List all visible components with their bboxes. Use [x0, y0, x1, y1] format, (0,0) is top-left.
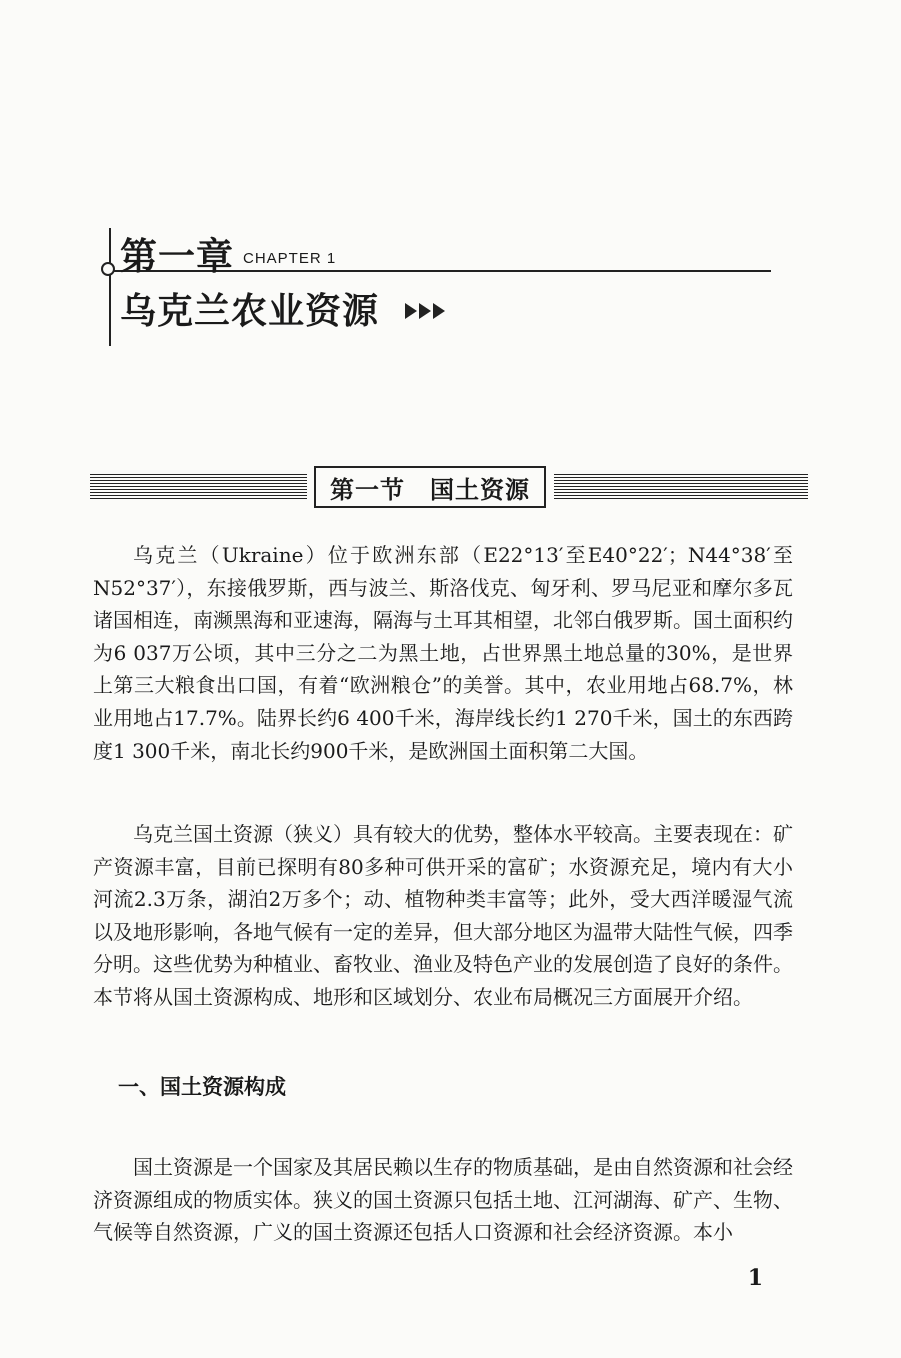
body-paragraph: 乌克兰国土资源（狭义）具有较大的优势，整体水平较高。主要表现在：矿产资源丰富，目前已探明有80多种可供开采的富矿；水资源充足，境内有大小河流2.3万条，湖泊2万多个；动、植物种类丰富等；此外，受大西洋暖湿气流以及地形影响，各地气候有一定的差异，但大部分地区为温带大陆性气候，四季分明。这些优势为种植业、畜牧业、渔业及特色产业的发展创造了良好的条件。本节将从国土资源构成、地形和区域划分、农业布局概况三方面展开介绍。: [93, 822, 793, 1009]
subsection-title: 一、国土资源构成: [118, 1075, 286, 1099]
body-paragraph: 乌克兰（Ukraine）位于欧洲东部（E22°13′至E40°22′；N44°38′至N52°37′），东接俄罗斯，西与波兰、斯洛伐克、匈牙利、罗马尼亚和摩尔多瓦诸国相连，南濒黑海和亚速海，隔海与土耳其相望，北邻白俄罗斯。国土面积约为6 037万公顷，其中三分之二为黑土地，占世界黑土地总量的30%，是世界上第三大粮食出口国，有着“欧洲粮仓”的美誉。其中，农业用地占68.7%，林业用地占17.7%。陆界长约6 400千米，海岸线长约1 270千米，国土的东西跨度1 300千米，南北长约900千米，是欧洲国土面积第二大国。: [93, 543, 793, 763]
section-hatch-right: [554, 474, 808, 500]
section-title: 第一节 国土资源: [330, 475, 530, 504]
body-paragraph: 国土资源是一个国家及其居民赖以生存的物质基础，是由自然资源和社会经济资源组成的物质实体。狭义的国土资源只包括土地、江河湖海、矿产、生物、气候等自然资源，广义的国土资源还包括人口资源和社会经济资源。本小: [93, 1155, 793, 1245]
chapter-rule-vertical: [109, 228, 111, 346]
triple-arrow-icon: [405, 303, 445, 319]
section-header: [90, 466, 808, 510]
page-number: 1: [747, 1265, 763, 1291]
chapter-label: CHAPTER 1: [243, 250, 337, 267]
section-hatch-left: [90, 474, 307, 500]
chapter-ring-ornament: [101, 262, 115, 276]
section-title-frame: [314, 466, 546, 508]
chapter-title: 乌克兰农业资源: [120, 291, 380, 332]
chapter-number: 第一章: [120, 235, 234, 278]
